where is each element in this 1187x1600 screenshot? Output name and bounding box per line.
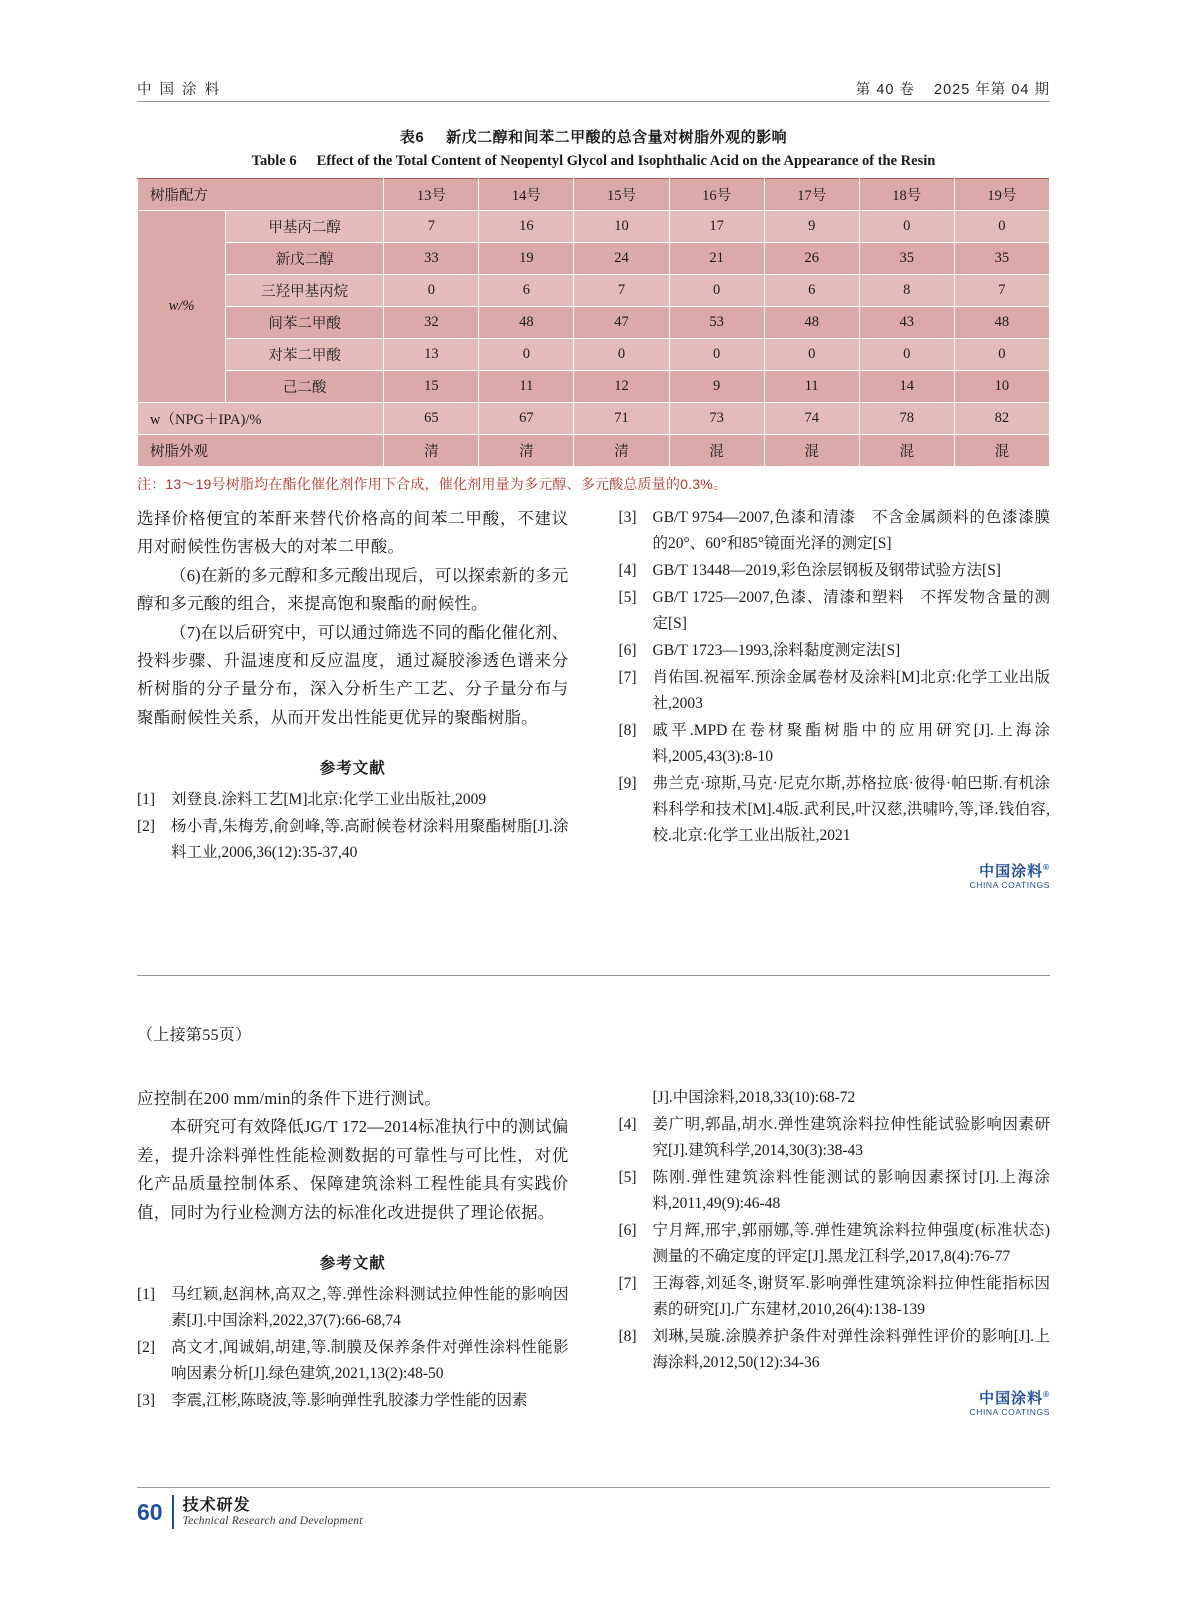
table-cell: 73: [669, 403, 764, 435]
list-item: [137, 1335, 569, 1387]
section-divider: [137, 975, 1050, 976]
reference-list: [619, 505, 1051, 849]
brand-name-cn-text: 中国涂料: [979, 863, 1044, 881]
brand-logo: [969, 864, 1050, 890]
row-label: 间苯二甲酸: [226, 307, 384, 339]
table-cell: 6: [479, 275, 574, 307]
table-header-cell: 19号: [954, 179, 1049, 211]
table-cell: 82: [954, 403, 1049, 435]
table-cell: 74: [764, 403, 859, 435]
row-label: 甲基丙二醇: [226, 211, 384, 243]
table-cell: 14: [859, 371, 954, 403]
article-one-right-column: [619, 505, 1051, 890]
table-cell: 0: [764, 339, 859, 371]
table-cell: 65: [384, 403, 479, 435]
brand-name-en: CHINA COATINGS: [969, 1407, 1050, 1418]
table-row: [138, 307, 1050, 339]
list-item: [619, 1218, 1051, 1270]
trademark-icon: ®: [1043, 863, 1050, 873]
table-cell: 48: [954, 307, 1049, 339]
paragraph: 本研究可有效降低JG/T 172—2014标准执行中的测试偏差，提升涂料弹性性能检测数据的可靠性与可比性，对优化产品质量控制体系、保障建筑涂料工程性能具有实践价值，同时为行业检测方法的标准化改进提供了理论依据。: [137, 1117, 569, 1222]
table-cell: 15: [384, 371, 479, 403]
table-header-cell: 16号: [669, 179, 764, 211]
table-cell: 48: [764, 307, 859, 339]
reference-index: [2]: [137, 1338, 156, 1356]
table-caption-en: Effect of the Total Content of Neopentyl Glycol and Isophthalic Acid on the Appearance of the Resin: [316, 153, 936, 169]
reference-text: 戚平.MPD在卷材聚酯树脂中的应用研究[J].上海涂料,2005,43(3):8-10: [652, 722, 1050, 766]
brand-name-cn-text: 中国涂料: [979, 1390, 1044, 1408]
table-row: [138, 211, 1050, 243]
table-cell: 16: [479, 211, 574, 243]
table-cell: 12: [574, 371, 669, 403]
reference-text: GB/T 1723—1993,涂料黏度测定法[S]: [652, 642, 901, 660]
table-number-en: Table 6: [251, 153, 297, 169]
reference-index: [3]: [137, 1392, 156, 1409]
table-row: [138, 339, 1050, 371]
paragraph: （6)在新的多元醇和多元酸出现后，可以探索新的多元醇和多元酸的组合，来提高饱和聚酯的耐候性。: [137, 565, 569, 614]
table-cell: 19: [479, 243, 574, 275]
reference-text: 肖佑国.祝福军.预涂金属卷材及涂料[M]北京:化学工业出版社,2003: [652, 669, 1050, 713]
reference-index: [3]: [618, 509, 637, 526]
reference-list: [137, 1282, 569, 1414]
table-cell: 53: [669, 307, 764, 339]
list-item: [619, 1112, 1051, 1164]
issue-info: [842, 78, 1050, 99]
reference-text: 刘登良.涂料工艺[M]北京:化学工业出版社,2009: [171, 791, 487, 808]
list-item: [619, 771, 1051, 849]
brand-logo-row: [619, 850, 1051, 890]
table-cell: 9: [669, 371, 764, 403]
article-one-left-column: [137, 505, 569, 890]
references-heading: 参考文献: [319, 1254, 386, 1272]
table-cell: 9: [764, 211, 859, 243]
references-heading: 参考文献: [319, 760, 386, 777]
brand-name-cn: [969, 864, 1050, 880]
table-row: [138, 371, 1050, 403]
reference-index: [4]: [618, 1116, 637, 1134]
table-cell: 32: [384, 307, 479, 339]
table-cell: 35: [859, 243, 954, 275]
list-item: [619, 585, 1051, 637]
reference-index: [6]: [618, 1222, 637, 1240]
table-cell: 11: [479, 371, 574, 403]
table-row: [138, 275, 1050, 307]
reference-index: [9]: [618, 775, 637, 793]
list-item: [619, 1324, 1051, 1376]
journal-name: 中 国 涂 料: [137, 82, 222, 98]
reference-list: [137, 787, 569, 866]
table-cell: 0: [954, 339, 1049, 371]
list-item: [137, 814, 569, 866]
reference-index: [7]: [618, 669, 637, 687]
table-cell: 8: [859, 275, 954, 307]
table-cell: 6: [764, 275, 859, 307]
article-two-columns: [137, 1085, 1050, 1417]
reference-text: 高文才,闻诚娟,胡建,等.制膜及保养条件对弹性涂料性能影响因素分析[J].绿色建筑,2021,13(2):48-50: [171, 1338, 569, 1382]
table-cell: 0: [479, 339, 574, 371]
reference-index: [6]: [618, 642, 637, 660]
reference-text: 陈刚.弹性建筑涂料性能测试的影响因素探讨[J].上海涂料,2011,49(9):46-48: [652, 1169, 1050, 1213]
reference-index: [619, 1085, 653, 1111]
paragraph: 选择价格便宜的苯酐来替代价格高的间苯二甲酸，不建议用对耐候性伤害极大的对苯二甲酸。: [137, 509, 569, 557]
row-label: 对苯二甲酸: [226, 339, 384, 371]
reference-index: [5]: [618, 589, 637, 607]
page-number: 60: [137, 1498, 163, 1525]
reference-text: GB/T 1725—2007,色漆、清漆和塑料 不挥发物含量的测定[S]: [652, 589, 1050, 633]
section-name-cn: 技术研发: [182, 1496, 251, 1514]
table-title-cn: [137, 126, 1050, 147]
table-cell: 混: [764, 435, 859, 467]
row-label: 三羟甲基丙烷: [226, 275, 384, 307]
footer-divider: [137, 1487, 1050, 1488]
issue-label: 2025 年第 04 期: [934, 82, 1050, 98]
reference-text: [J].中国涂料,2018,33(10):68-72: [652, 1089, 856, 1106]
table-cell: 11: [764, 371, 859, 403]
table-header-cell: 13号: [384, 179, 479, 211]
table-cell: 13: [384, 339, 479, 371]
brand-logo: [969, 1391, 1050, 1417]
article-one-columns: [137, 505, 1050, 890]
list-item: [137, 1282, 569, 1334]
footer-accent-bar: [172, 1495, 174, 1529]
table-cell: 71: [574, 403, 669, 435]
list-item: [619, 1085, 1051, 1111]
table-cell: 10: [954, 371, 1049, 403]
table-cell: 24: [574, 243, 669, 275]
reference-text: 马红颖,赵润林,高双之,等.弹性涂料测试拉伸性能的影响因素[J].中国涂料,2022,37(7):66-68,74: [171, 1285, 569, 1329]
table-cell: 0: [954, 211, 1049, 243]
table-row-appearance: [138, 435, 1050, 467]
list-item: [619, 1271, 1051, 1323]
row-label: 己二酸: [226, 371, 384, 403]
footer-section: [183, 1497, 363, 1527]
paragraph: 应控制在200 mm/min的条件下进行测试。: [137, 1089, 441, 1108]
table-cell: 0: [859, 339, 954, 371]
reference-index: [1]: [137, 1285, 156, 1303]
table-cell: 0: [669, 339, 764, 371]
table-cell: 0: [669, 275, 764, 307]
reference-text: 王海蓉,刘延冬,谢贤军.影响弹性建筑涂料拉伸性能指标因素的研究[J].广东建材,2010,26(4):138-139: [652, 1275, 1050, 1319]
reference-text: 弗兰克·琼斯,马克·尼克尔斯,苏格拉底·彼得·帕巴斯.有机涂料科学和技术[M].4版.武利民,叶汉慈,洪啸吟,等,译.钱伯容,校.北京:化学工业出版社,2021: [652, 775, 1050, 845]
table-cell: 清: [574, 435, 669, 467]
reference-text: 宁月辉,邢宇,郭丽娜,等.弹性建筑涂料拉伸强度(标准状态)测量的不确定度的评定[J].黑龙江科学,2017,8(4):76-77: [652, 1222, 1050, 1266]
brand-name-cn: [969, 1391, 1050, 1407]
brand-name-en: CHINA COATINGS: [969, 880, 1050, 891]
section-name-en: Technical Research and Development: [182, 1515, 363, 1528]
table-cell: 17: [669, 211, 764, 243]
table-cell: 67: [479, 403, 574, 435]
row-label: 树脂外观: [138, 435, 384, 467]
table-cell: 78: [859, 403, 954, 435]
reference-text: GB/T 9754—2007,色漆和清漆 不含金属颜料的色漆漆膜的20°、60°和85°镜面光泽的测定[S]: [652, 509, 1050, 553]
table-header-cell: 14号: [479, 179, 574, 211]
table-cell: 7: [384, 211, 479, 243]
table-cell: 10: [574, 211, 669, 243]
table-number-cn: 表6: [399, 129, 425, 146]
running-head: [137, 78, 1050, 99]
article-two-right-column: [619, 1085, 1051, 1417]
table-caption-cn: 新戊二醇和间苯二甲酸的总含量对树脂外观的影响: [446, 129, 788, 146]
table-row: [138, 243, 1050, 275]
article-two-left-column: [137, 1085, 569, 1417]
list-item: [619, 665, 1051, 717]
table-row-npg: [138, 403, 1050, 435]
list-item: [137, 787, 569, 813]
header-divider: [137, 101, 1050, 102]
table-cell: 26: [764, 243, 859, 275]
table-cell: 47: [574, 307, 669, 339]
table-title-en: [137, 153, 1050, 170]
table-cell: 混: [954, 435, 1049, 467]
table-cell: 混: [669, 435, 764, 467]
list-item: [619, 638, 1051, 664]
list-item: [619, 1165, 1051, 1217]
row-label: 新戊二醇: [226, 243, 384, 275]
list-item: [619, 505, 1051, 557]
reference-text: 杨小青,朱梅芳,俞剑峰,等.高耐候卷材涂料用聚酯树脂[J].涂料工业,2006,36(12):35-37,40: [171, 818, 569, 862]
table-cell: 混: [859, 435, 954, 467]
table-header-cell: 树脂配方: [138, 179, 384, 211]
reference-index: [2]: [137, 818, 156, 836]
row-label: w（NPG＋IPA)/%: [138, 403, 384, 435]
reference-text: GB/T 13448—2019,彩色涂层钢板及钢带试验方法[S]: [652, 562, 1001, 580]
reference-index: [5]: [618, 1169, 637, 1187]
reference-index: [4]: [618, 562, 637, 580]
volume-label: 第 40 卷: [855, 82, 915, 98]
list-item: [619, 718, 1051, 770]
reference-index: [8]: [618, 1328, 637, 1346]
table-cell: 7: [574, 275, 669, 307]
reference-index: [7]: [618, 1275, 637, 1293]
reference-index: [1]: [137, 791, 156, 808]
table-cell: 0: [574, 339, 669, 371]
table-header-cell: 18号: [859, 179, 954, 211]
table-block: [137, 126, 1050, 494]
trademark-icon: ®: [1043, 1390, 1050, 1400]
reference-text: 李震,江彬,陈晓波,等.影响弹性乳胶漆力学性能的因素: [171, 1392, 528, 1409]
resin-formula-table: [137, 178, 1050, 467]
table-cell: 21: [669, 243, 764, 275]
table-header-cell: 17号: [764, 179, 859, 211]
table-cell: 清: [384, 435, 479, 467]
list-item: [137, 1388, 569, 1414]
table-cell: 清: [479, 435, 574, 467]
table-cell: 7: [954, 275, 1049, 307]
list-item: [619, 558, 1051, 584]
reference-text: 刘琳,吴璇.涂膜养护条件对弹性涂料弹性评价的影响[J].上海涂料,2012,50(12):34-36: [652, 1328, 1050, 1372]
table-cell: 33: [384, 243, 479, 275]
reference-list: [619, 1085, 1051, 1376]
table-cell: 35: [954, 243, 1049, 275]
footer: [137, 1495, 363, 1529]
table-cell: 43: [859, 307, 954, 339]
brand-logo-row: [619, 1377, 1051, 1417]
continued-from-note: （上接第55页）: [137, 1027, 252, 1044]
table-note: 注：13～19号树脂均在酯化催化剂作用下合成，催化剂用量为多元醇、多元酸总质量的0.3%。: [137, 476, 728, 492]
table-header-cell: 15号: [574, 179, 669, 211]
reference-index: [8]: [618, 722, 637, 740]
table-cell: 0: [859, 211, 954, 243]
table-cell: 48: [479, 307, 574, 339]
paragraph: （7)在以后研究中，可以通过筛选不同的酯化催化剂、投料步骤、升温速度和反应温度，通过凝胶渗透色谱来分析树脂的分子量分布，深入分析生产工艺、分子量分布与聚酯耐候性关系，从而开发出性能更优异的聚酯树脂。: [137, 622, 569, 727]
group-label-cell: w/%: [138, 211, 226, 403]
table-header-row: [138, 179, 1050, 211]
table-cell: 0: [384, 275, 479, 307]
reference-text: 姜广明,郭晶,胡水.弹性建筑涂料拉伸性能试验影响因素研究[J].建筑科学,2014,30(3):38-43: [652, 1116, 1050, 1160]
